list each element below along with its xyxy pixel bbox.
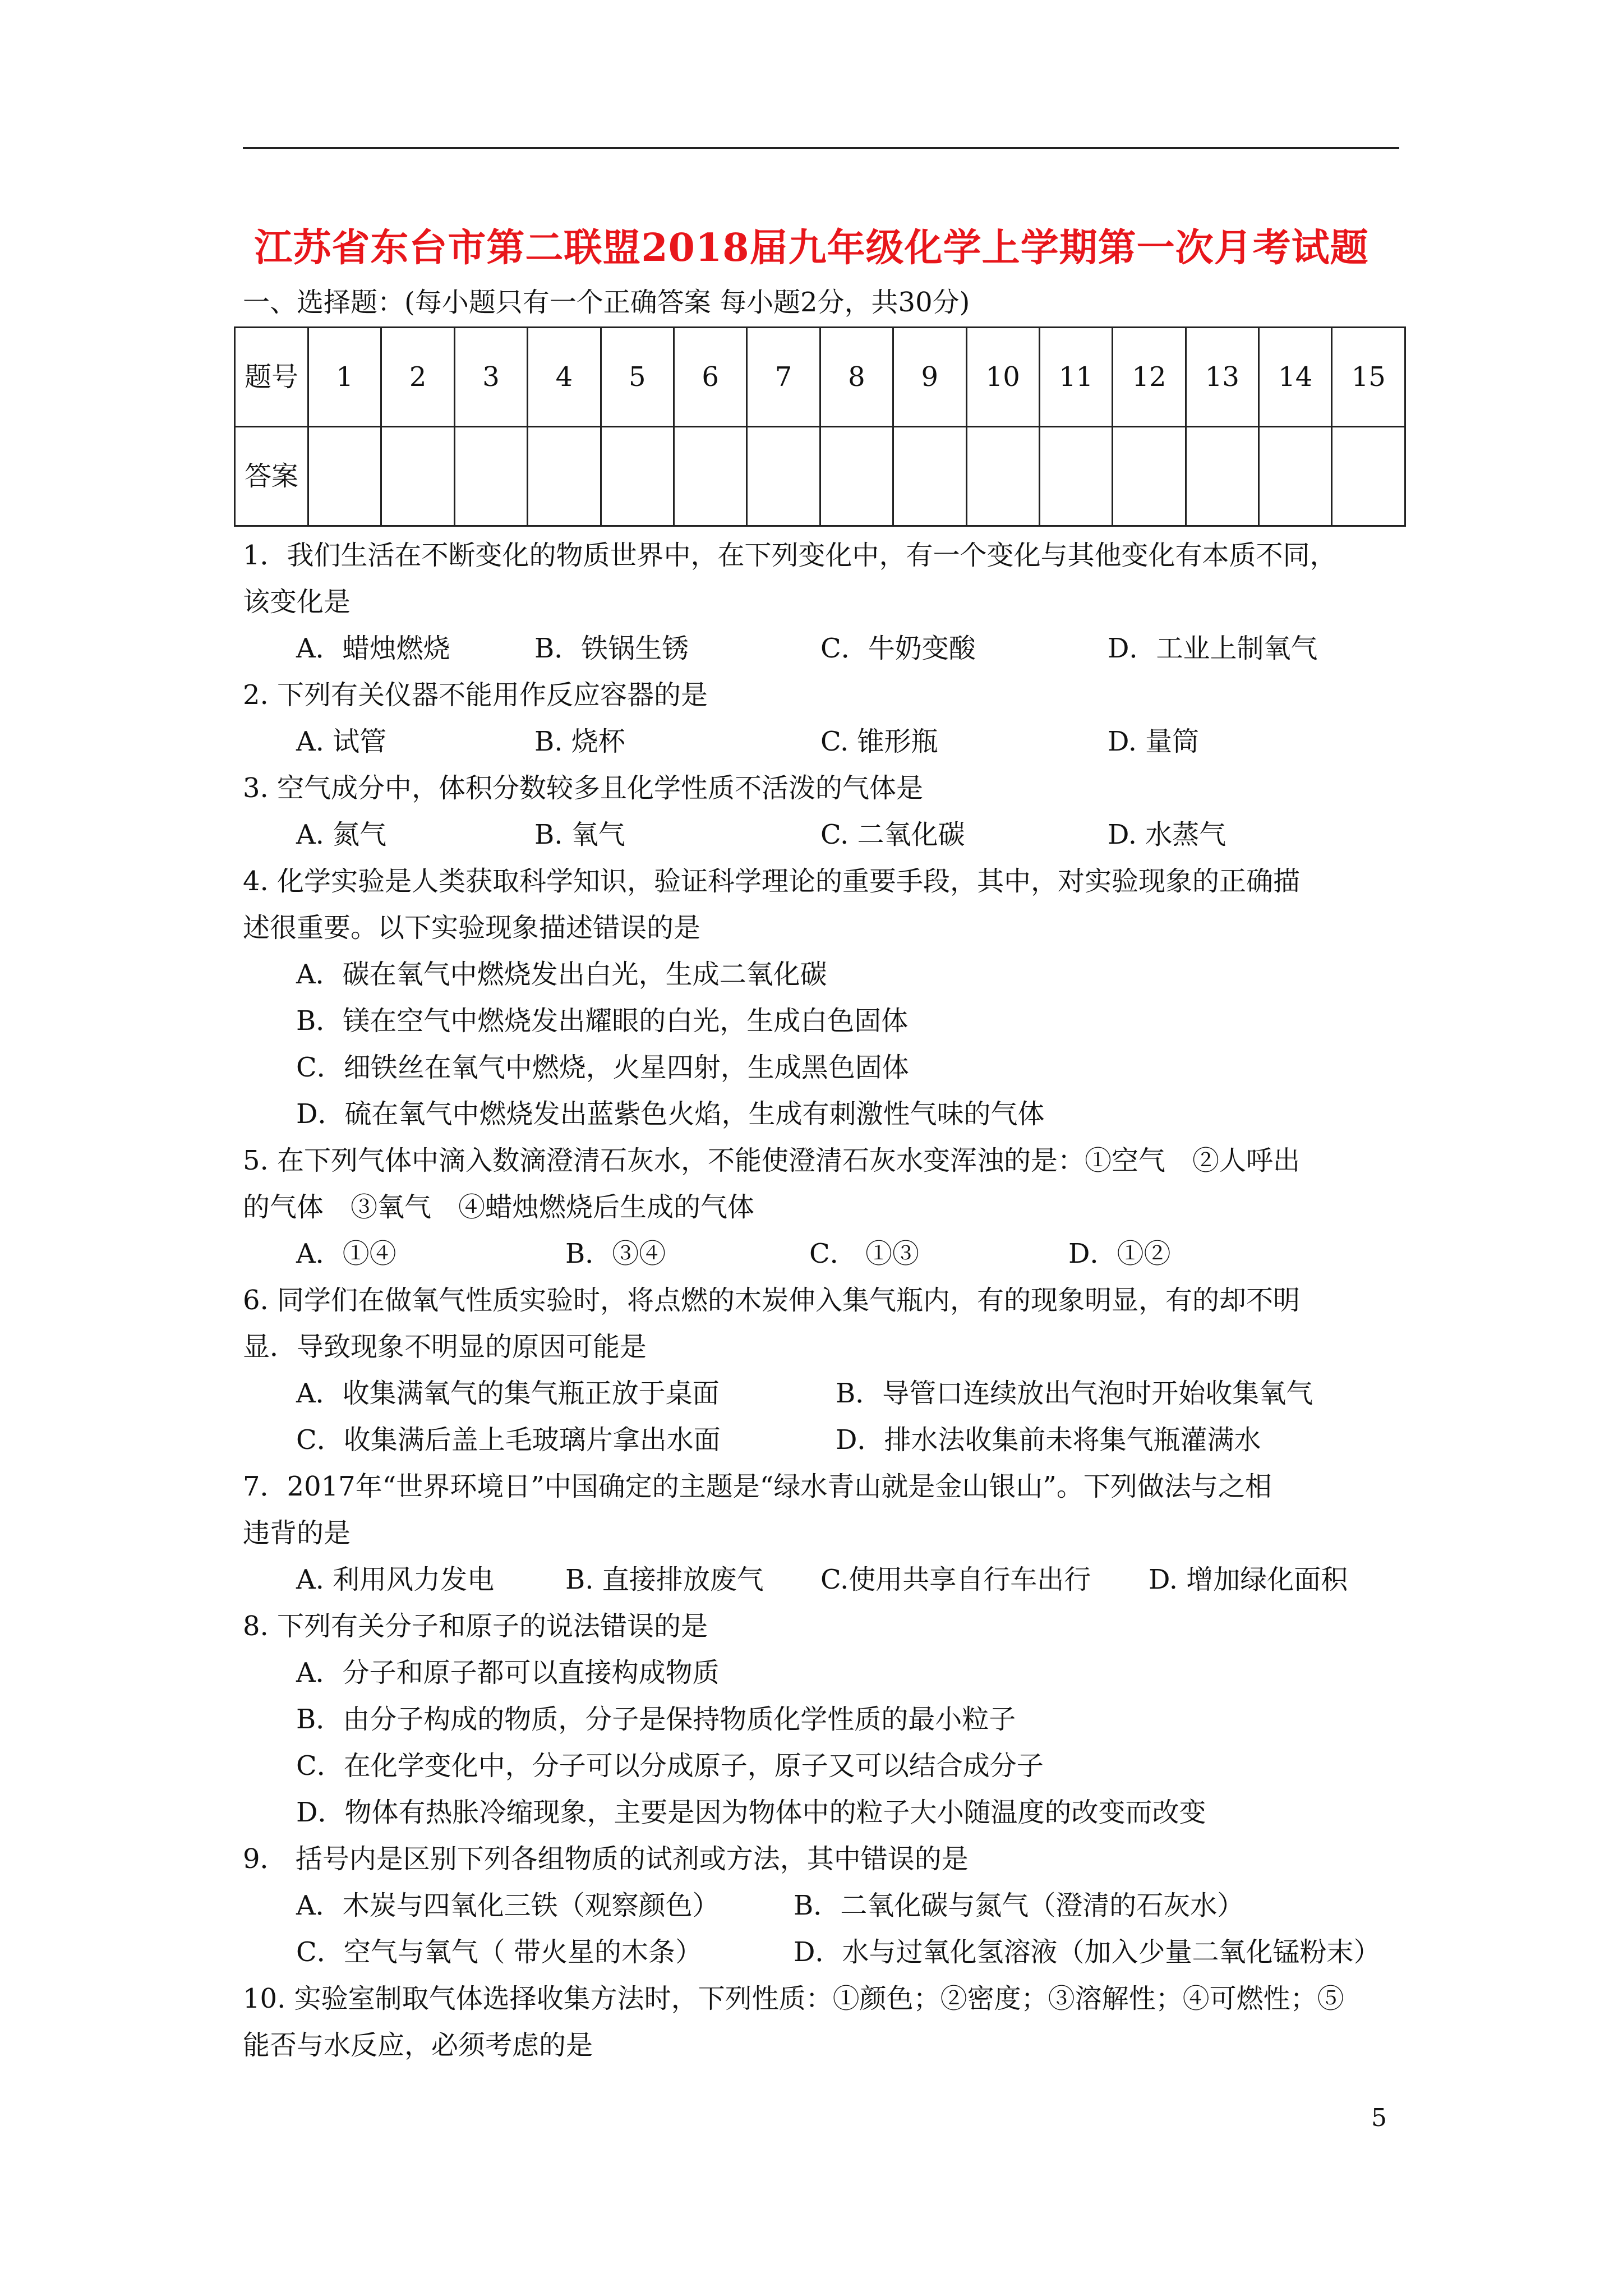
question-5-option-a: A．①④ (296, 1238, 396, 1269)
number-cell: 2 (381, 328, 454, 427)
question-8-option-d: D．物体有热胀冷缩现象，主要是因为物体中的粒子大小随温度的改变而改变 (296, 1797, 1206, 1828)
question-7-option-c: C.使用共享自行车出行 (820, 1564, 1091, 1595)
question-7-line-2: 违背的是 (243, 1517, 351, 1549)
answer-cell[interactable] (966, 427, 1039, 526)
question-2-option-a: A. 试管 (296, 726, 387, 757)
header-rule (243, 147, 1399, 149)
question-4-option-d: D．硫在氧气中燃烧发出蓝紫色火焰，生成有刺激性气味的气体 (296, 1098, 1045, 1130)
answer-cell[interactable] (674, 427, 746, 526)
number-row-label: 题号 (235, 328, 308, 427)
answer-cell[interactable] (454, 427, 527, 526)
question-4-line-2: 述很重要。以下实验现象描述错误的是 (243, 912, 701, 944)
exam-title: 江苏省东台市第二联盟2018届九年级化学上学期第一次月考试题 (254, 226, 1369, 270)
question-2-line-1: 2. 下列有关仪器不能用作反应容器的是 (243, 679, 708, 711)
answer-cell[interactable] (601, 427, 674, 526)
question-5-line-1: 5. 在下列气体中滴入数滴澄清石灰水，不能使澄清石灰水变浑浊的是：①空气 ②人呼出 (243, 1145, 1301, 1176)
answer-cell[interactable] (747, 427, 820, 526)
answer-cell[interactable] (893, 427, 966, 526)
question-9-option-b: B．二氧化碳与氮气（澄清的石灰水） (794, 1890, 1244, 1921)
question-2-option-c: C. 锥形瓶 (820, 726, 938, 757)
question-5-option-b: B．③④ (565, 1238, 666, 1269)
question-1-option-d: D．工业上制氧气 (1108, 633, 1318, 664)
answer-cell[interactable] (1332, 427, 1405, 526)
number-cell: 8 (820, 328, 893, 427)
question-1-line-2: 该变化是 (243, 586, 351, 618)
question-5-option-d: D．①② (1068, 1238, 1171, 1269)
question-8-line-1: 8. 下列有关分子和原子的说法错误的是 (243, 1611, 708, 1642)
question-3-option-c: C. 二氧化碳 (820, 819, 965, 850)
answer-table (234, 326, 1406, 527)
question-7-option-d: D. 增加绿化面积 (1149, 1564, 1348, 1595)
question-6-line-2: 显．导致现象不明显的原因可能是 (243, 1331, 647, 1363)
answer-cell[interactable] (528, 427, 601, 526)
number-cell: 11 (1039, 328, 1112, 427)
answer-cell[interactable] (1186, 427, 1258, 526)
answer-cell[interactable] (308, 427, 381, 526)
answer-cell[interactable] (381, 427, 454, 526)
section-heading: 一、选择题：(每小题只有一个正确答案 每小题2分，共30分) (243, 287, 970, 318)
question-3-option-d: D. 水蒸气 (1108, 819, 1227, 850)
question-3-option-b: B. 氧气 (534, 819, 625, 850)
number-cell: 10 (966, 328, 1039, 427)
number-cell: 15 (1332, 328, 1405, 427)
question-4-option-a: A．碳在氧气中燃烧发出白光，生成二氧化碳 (296, 959, 827, 990)
number-cell: 1 (308, 328, 381, 427)
number-cell: 13 (1186, 328, 1258, 427)
question-1-option-a: A．蜡烛燃烧 (296, 633, 450, 664)
question-6-option-d: D．排水法收集前未将集气瓶灌满水 (836, 1424, 1261, 1456)
answer-row (235, 427, 1405, 526)
answer-cell[interactable] (1039, 427, 1112, 526)
question-8-option-b: B．由分子构成的物质，分子是保持物质化学性质的最小粒子 (296, 1704, 1016, 1735)
question-8-option-a: A．分子和原子都可以直接构成物质 (296, 1657, 720, 1688)
question-5-option-c: C． ①③ (809, 1238, 919, 1269)
page-number: 5 (1371, 2104, 1387, 2132)
question-7-option-a: A. 利用风力发电 (296, 1564, 495, 1595)
question-7-option-b: B. 直接排放废气 (565, 1564, 764, 1595)
question-7-line-1: 7．2017年“世界环境日”中国确定的主题是“绿水青山就是金山银山”。下列做法与之相 (243, 1471, 1272, 1502)
question-4-line-1: 4. 化学实验是人类获取科学知识，验证科学理论的重要手段，其中，对实验现象的正确描 (243, 866, 1301, 897)
number-cell: 12 (1113, 328, 1186, 427)
question-5-line-2: 的气体 ③氧气 ④蜡烛燃烧后生成的气体 (243, 1191, 755, 1223)
question-1-option-b: B．铁锅生锈 (534, 633, 689, 664)
question-4-option-c: C．细铁丝在氧气中燃烧，火星四射，生成黑色固体 (296, 1052, 909, 1083)
question-10-line-1: 10. 实验室制取气体选择收集方法时，下列性质：①颜色；②密度；③溶解性；④可燃性；⑤ (243, 1983, 1344, 2014)
question-9-option-d: D．水与过氧化氢溶液（加入少量二氧化锰粉末） (794, 1936, 1381, 1968)
question-2-option-b: B. 烧杯 (534, 726, 625, 757)
question-3-option-a: A. 氮气 (296, 819, 387, 850)
number-cell: 14 (1259, 328, 1332, 427)
question-6-line-1: 6. 同学们在做氧气性质实验时，将点燃的木炭伸入集气瓶内，有的现象明显，有的却不明 (243, 1285, 1301, 1316)
question-1-line-1: 1．我们生活在不断变化的物质世界中，在下列变化中，有一个变化与其他变化有本质不同， (243, 540, 1337, 571)
number-cell: 3 (454, 328, 527, 427)
question-2-option-d: D. 量筒 (1108, 726, 1200, 757)
number-cell: 5 (601, 328, 674, 427)
question-4-option-b: B．镁在空气中燃烧发出耀眼的白光，生成白色固体 (296, 1005, 909, 1037)
question-8-option-c: C．在化学变化中，分子可以分成原子，原子又可以结合成分子 (296, 1750, 1044, 1782)
number-cell: 9 (893, 328, 966, 427)
question-6-option-b: B．导管口连续放出气泡时开始收集氧气 (836, 1378, 1313, 1409)
number-row (235, 328, 1405, 427)
question-9-option-c: C．空气与氧气（ 带火星的木条） (296, 1936, 702, 1968)
number-cell: 7 (747, 328, 820, 427)
question-10-line-2: 能否与水反应，必须考虑的是 (243, 2030, 593, 2061)
question-6-option-c: C．收集满后盖上毛玻璃片拿出水面 (296, 1424, 721, 1456)
question-3-line-1: 3. 空气成分中，体积分数较多且化学性质不活泼的气体是 (243, 772, 924, 804)
question-9-line-1: 9． 括号内是区别下列各组物质的试剂或方法，其中错误的是 (243, 1843, 969, 1875)
answer-cell[interactable] (1259, 427, 1332, 526)
answer-row-label: 答案 (235, 427, 308, 526)
number-cell: 4 (528, 328, 601, 427)
answer-cell[interactable] (820, 427, 893, 526)
number-cell: 6 (674, 328, 746, 427)
question-6-option-a: A．收集满氧气的集气瓶正放于桌面 (296, 1378, 720, 1409)
question-1-option-c: C．牛奶变酸 (820, 633, 976, 664)
answer-cell[interactable] (1113, 427, 1186, 526)
question-9-option-a: A．木炭与四氧化三铁（观察颜色） (296, 1890, 720, 1921)
